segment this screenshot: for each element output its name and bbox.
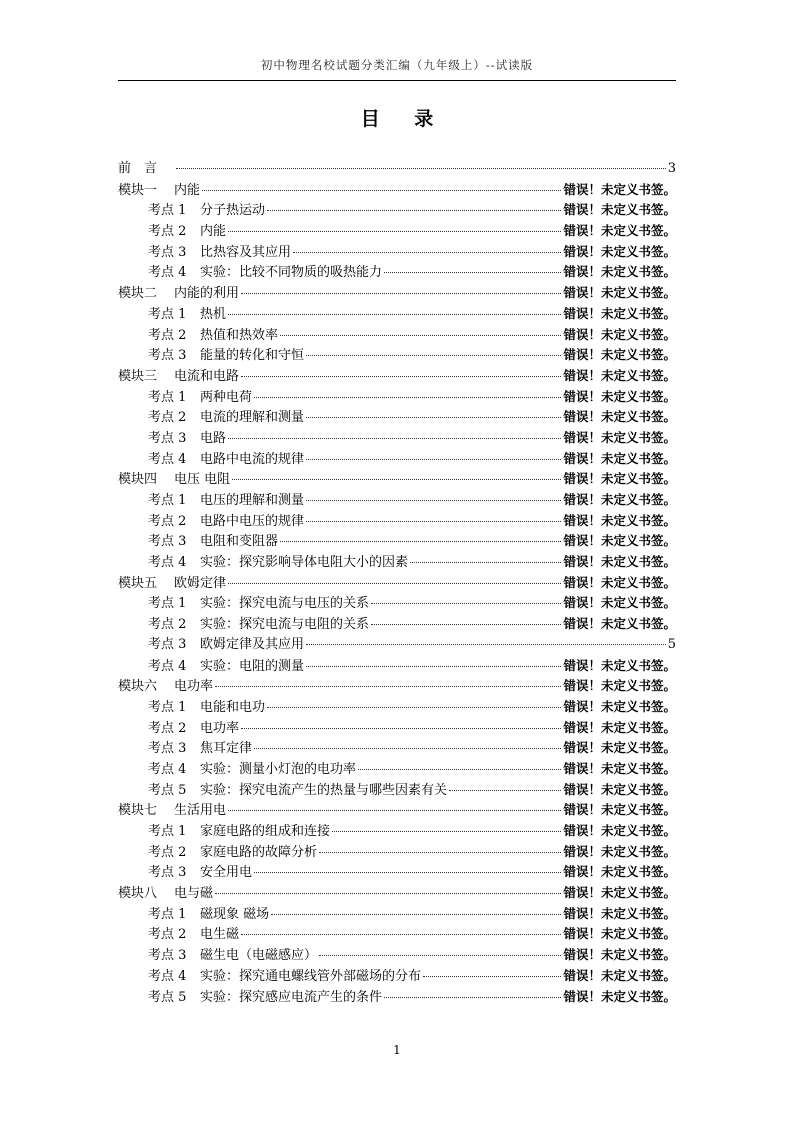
toc-entry-page: 错误！未定义书签。 (563, 512, 676, 528)
toc-entry-label: 考点 5 (148, 782, 187, 798)
toc-module-entry[interactable] (118, 676, 676, 697)
toc-entry-page: 错误！未定义书签。 (563, 885, 676, 901)
toc-entry-label: 考点 3 (148, 865, 187, 881)
toc-entry-page: 错误！未定义书签。 (563, 678, 676, 694)
toc-module-entry[interactable] (118, 469, 676, 490)
toc-module-entry[interactable] (118, 573, 676, 594)
toc-module-entry[interactable] (118, 159, 676, 180)
toc-entry-title: 实验：探究电流与电压的关系 (200, 596, 370, 612)
toc-entry-label: 考点 3 (148, 741, 187, 757)
toc-point-entry[interactable] (118, 842, 676, 863)
toc-entry-page: 错误！未定义书签。 (563, 492, 676, 507)
toc-entry-page: 错误！未定义书签。 (563, 802, 676, 818)
dot-leader (306, 499, 561, 501)
toc-entry-page: 错误！未定义书签。 (563, 367, 676, 383)
toc-entry-page: 错误！未定义书签。 (563, 967, 676, 983)
toc-entry-label: 考点 4 (148, 658, 187, 674)
toc-entry-page: 错误！未定义书签。 (563, 760, 676, 776)
dot-leader (241, 375, 561, 377)
toc-entry-page: 错误！未定义书签。 (563, 574, 676, 590)
toc-entry-title: 实验：测量小灯泡的电功率 (200, 761, 357, 777)
toc-entry-page: 错误！未定义书签。 (563, 471, 676, 487)
toc-entry-label: 模块三 (118, 368, 158, 384)
toc-entry-label: 考点 3 (148, 244, 187, 260)
toc-entry-label: 考点 4 (148, 761, 187, 777)
toc-entry-title: 实验：探究影响导体电阻大小的因素 (200, 555, 409, 571)
dot-leader (271, 913, 561, 915)
toc-entry-page: 错误！未定义书签。 (563, 988, 676, 1004)
toc-entry-title: 电流的理解和测量 (200, 410, 305, 426)
toc-point-entry[interactable] (118, 325, 676, 346)
toc-entry-page: 错误！未定义书签。 (563, 843, 676, 859)
toc-entry-label: 考点 4 (148, 451, 187, 467)
toc-point-entry[interactable] (118, 759, 676, 780)
toc-entry-title: 电路中电流的规律 (200, 451, 305, 467)
toc-entry-label: 前 言 (118, 161, 158, 176)
toc-entry-label: 考点 2 (148, 327, 187, 343)
dot-leader (410, 561, 561, 563)
toc-entry-title: 能量的转化和守恒 (200, 348, 305, 364)
toc-entry-title: 欧姆定律 (174, 575, 227, 591)
toc-point-entry[interactable] (118, 635, 676, 656)
toc-entry-label: 考点 2 (148, 410, 187, 426)
dot-leader (202, 189, 561, 191)
toc-entry-label: 考点 2 (148, 844, 187, 860)
toc-entry-title: 实验：电阻的测量 (200, 658, 305, 674)
toc-entry-page: 错误！未定义书签。 (563, 947, 676, 963)
toc-entry-page: 错误！未定义书签。 (563, 264, 676, 280)
toc-point-entry[interactable] (118, 738, 676, 759)
toc-point-entry[interactable] (118, 304, 676, 325)
toc-entry-page: 错误！未定义书签。 (563, 223, 676, 239)
dot-leader (241, 727, 561, 729)
toc-point-entry[interactable] (118, 904, 676, 925)
toc-entry-title: 电路中电压的规律 (200, 513, 305, 529)
toc-point-entry[interactable] (118, 221, 676, 242)
toc-point-entry[interactable] (118, 407, 676, 428)
toc-entry-page: 错误！未定义书签。 (563, 781, 676, 797)
dot-leader (306, 643, 666, 645)
dot-leader (215, 892, 561, 894)
dot-leader (228, 313, 561, 315)
dot-leader (306, 665, 561, 667)
dot-leader (241, 292, 561, 294)
toc-point-entry[interactable] (118, 780, 676, 801)
toc-entry-title: 实验：探究感应电流产生的条件 (200, 989, 383, 1005)
toc-point-entry[interactable] (118, 242, 676, 263)
dot-leader (241, 933, 561, 935)
toc-entry-title: 电阻和变阻器 (200, 534, 279, 550)
toc-entry-title: 内能 (174, 182, 201, 198)
toc-point-entry[interactable] (118, 966, 676, 987)
toc-entry-title: 热值和热效率 (200, 327, 279, 343)
dot-leader (232, 478, 561, 480)
toc-point-entry[interactable] (118, 697, 676, 718)
toc-entry-label: 考点 1 (148, 699, 187, 715)
toc-entry-title: 生活用电 (174, 803, 227, 819)
toc-entry-label: 考点 1 (148, 306, 187, 322)
toc-entry-title: 安全用电 (200, 865, 253, 881)
toc-module-entry[interactable] (118, 366, 676, 387)
dot-leader (423, 975, 561, 977)
toc-entry-page: 错误！未定义书签。 (563, 616, 676, 632)
dot-leader (306, 416, 561, 418)
dot-leader (358, 768, 561, 770)
toc-entry-page: 错误！未定义书签。 (563, 285, 676, 301)
dot-leader (371, 602, 561, 604)
toc-entry-page: 错误！未定义书签。 (563, 388, 676, 404)
toc-entry-label: 考点 4 (148, 555, 187, 571)
dot-leader (306, 520, 561, 522)
toc-entry-label: 考点 2 (148, 720, 187, 736)
toc-entry-page: 错误！未定义书签。 (563, 326, 676, 342)
toc-entry-label: 考点 1 (148, 203, 187, 219)
toc-entry-label: 考点 1 (148, 596, 187, 612)
toc-entry-label: 考点 2 (148, 224, 187, 240)
toc-entry-label: 模块二 (118, 286, 158, 302)
toc-entry-title: 磁生电（电磁感应） (200, 948, 318, 964)
toc-entry-title: 家庭电路的故障分析 (200, 844, 318, 860)
toc-entry-label: 考点 1 (148, 493, 187, 508)
toc-entry-page: 3 (667, 161, 676, 176)
dot-leader (254, 747, 561, 749)
toc-entry-label: 考点 4 (148, 968, 187, 984)
toc-point-entry[interactable] (118, 593, 676, 614)
toc-entry-label: 考点 2 (148, 617, 187, 633)
toc-entry-label: 模块八 (118, 886, 158, 902)
toc-entry-title: 欧姆定律及其应用 (200, 636, 305, 652)
toc-module-entry[interactable] (118, 883, 676, 904)
dot-leader (280, 334, 561, 336)
toc-entry-page: 错误！未定义书签。 (563, 409, 676, 425)
toc-entry-title: 内能 (200, 224, 227, 240)
toc-entry-title: 磁现象 磁场 (200, 906, 270, 922)
toc-entry-title: 实验：探究电流与电阻的关系 (200, 617, 370, 633)
toc-entry-label: 考点 1 (148, 906, 187, 922)
toc-entry-label: 考点 3 (148, 636, 187, 652)
toc-entry-title: 分子热运动 (200, 203, 266, 219)
toc-entry-title: 两种电荷 (200, 389, 253, 405)
toc-entry-page: 错误！未定义书签。 (563, 905, 676, 921)
toc-entry-page: 错误！未定义书签。 (563, 740, 676, 756)
running-header: 初中物理名校试题分类汇编（九年级上）--试读版 (260, 58, 534, 72)
toc-entry-title: 实验：探究电流产生的热量与哪些因素有关 (200, 782, 448, 798)
toc-entry-title: 电压 电阻 (174, 472, 231, 488)
toc-entry-page: 错误！未定义书签。 (563, 305, 676, 321)
toc-entry-page: 错误！未定义书签。 (563, 554, 676, 570)
toc-entry-label: 考点 3 (148, 348, 187, 364)
toc-entry-label: 考点 4 (148, 265, 187, 281)
toc-entry-title: 焦耳定律 (200, 741, 253, 757)
toc-entry-title: 家庭电路的组成和连接 (200, 824, 331, 839)
dot-leader (449, 789, 561, 791)
toc-module-entry[interactable] (118, 283, 676, 304)
toc-entry-page: 错误！未定义书签。 (563, 533, 676, 549)
table-of-contents (118, 159, 676, 1007)
toc-module-entry[interactable] (118, 800, 676, 821)
toc-entry-page: 错误！未定义书签。 (563, 823, 676, 838)
dot-leader (319, 954, 561, 956)
toc-point-entry[interactable] (118, 924, 676, 945)
dot-leader (254, 871, 561, 873)
toc-entry-label: 模块五 (118, 575, 158, 591)
dot-leader (306, 354, 561, 356)
toc-entry-page: 错误！未定义书签。 (563, 657, 676, 673)
dot-leader (384, 271, 561, 273)
toc-entry-page: 错误！未定义书签。 (563, 698, 676, 714)
toc-point-entry[interactable] (118, 987, 676, 1008)
toc-point-entry[interactable] (118, 345, 676, 366)
toc-entry-label: 模块七 (118, 803, 158, 819)
toc-entry-label: 模块六 (118, 679, 158, 695)
toc-point-entry[interactable] (118, 718, 676, 739)
toc-entry-label: 模块四 (118, 472, 158, 488)
toc-entry-label: 考点 3 (148, 430, 187, 446)
dot-leader (267, 706, 561, 708)
dot-leader (254, 396, 561, 398)
dot-leader (228, 582, 561, 584)
dot-leader (293, 251, 561, 253)
dot-leader (384, 996, 561, 998)
dot-leader (319, 851, 561, 853)
toc-entry-label: 考点 1 (148, 824, 187, 839)
toc-point-entry[interactable] (118, 428, 676, 449)
toc-entry-page: 错误！未定义书签。 (563, 450, 676, 466)
toc-point-entry[interactable] (118, 490, 676, 511)
dot-leader (215, 685, 561, 687)
toc-entry-page: 错误！未定义书签。 (563, 347, 676, 363)
dot-leader (267, 209, 561, 211)
toc-entry-title: 比热容及其应用 (200, 244, 292, 260)
dot-leader (306, 458, 561, 460)
toc-entry-title: 电流和电路 (174, 368, 240, 384)
toc-entry-title: 电与磁 (174, 886, 214, 902)
toc-point-entry[interactable] (118, 200, 676, 221)
toc-entry-title: 电生磁 (200, 927, 240, 943)
toc-entry-page: 错误！未定义书签。 (563, 429, 676, 445)
toc-entry-title: 电能和电功 (200, 699, 266, 715)
dot-leader (228, 230, 561, 232)
toc-point-entry[interactable] (118, 449, 676, 470)
toc-point-entry[interactable] (118, 531, 676, 552)
dot-leader (228, 437, 561, 439)
dot-leader (176, 167, 666, 169)
toc-entry-page: 错误！未定义书签。 (563, 181, 676, 197)
dot-leader (228, 809, 561, 811)
toc-entry-page: 错误！未定义书签。 (563, 243, 676, 259)
toc-point-entry[interactable] (118, 614, 676, 635)
toc-entry-title: 电功率 (200, 720, 240, 736)
toc-point-entry[interactable] (118, 262, 676, 283)
toc-entry-page: 错误！未定义书签。 (563, 926, 676, 942)
toc-entry-label: 考点 1 (148, 389, 187, 405)
toc-entry-page: 错误！未定义书签。 (563, 202, 676, 218)
page-title: 目 录 (360, 108, 448, 130)
toc-point-entry[interactable] (118, 862, 676, 883)
dot-leader (332, 830, 561, 832)
toc-entry-label: 考点 2 (148, 927, 187, 943)
toc-point-entry[interactable] (118, 945, 676, 966)
toc-entry-title: 内能的利用 (174, 286, 240, 302)
toc-entry-title: 电功率 (174, 679, 214, 695)
page-number: 1 (393, 1043, 401, 1057)
toc-entry-page: 5 (667, 636, 676, 652)
toc-point-entry[interactable] (118, 387, 676, 408)
toc-entry-title: 电路 (200, 430, 227, 446)
dot-leader (371, 623, 561, 625)
toc-entry-page: 错误！未定义书签。 (563, 719, 676, 735)
toc-entry-label: 考点 3 (148, 948, 187, 964)
toc-entry-title: 实验：比较不同物质的吸热能力 (200, 265, 383, 281)
toc-entry-label: 考点 2 (148, 513, 187, 529)
toc-point-entry[interactable] (118, 656, 676, 677)
toc-entry-label: 模块一 (118, 182, 158, 198)
toc-entry-label: 考点 3 (148, 534, 187, 550)
dot-leader (280, 540, 561, 542)
toc-entry-title: 实验：探究通电螺线管外部磁场的分布 (200, 968, 422, 984)
toc-entry-page: 错误！未定义书签。 (563, 864, 676, 880)
toc-entry-label: 考点 5 (148, 989, 187, 1005)
header-rule (118, 80, 676, 81)
toc-entry-title: 热机 (200, 306, 227, 322)
toc-entry-title: 电压的理解和测量 (200, 493, 305, 508)
toc-point-entry[interactable] (118, 821, 676, 842)
toc-entry-page: 错误！未定义书签。 (563, 595, 676, 611)
toc-module-entry[interactable] (118, 180, 676, 201)
toc-point-entry[interactable] (118, 511, 676, 532)
toc-point-entry[interactable] (118, 552, 676, 573)
